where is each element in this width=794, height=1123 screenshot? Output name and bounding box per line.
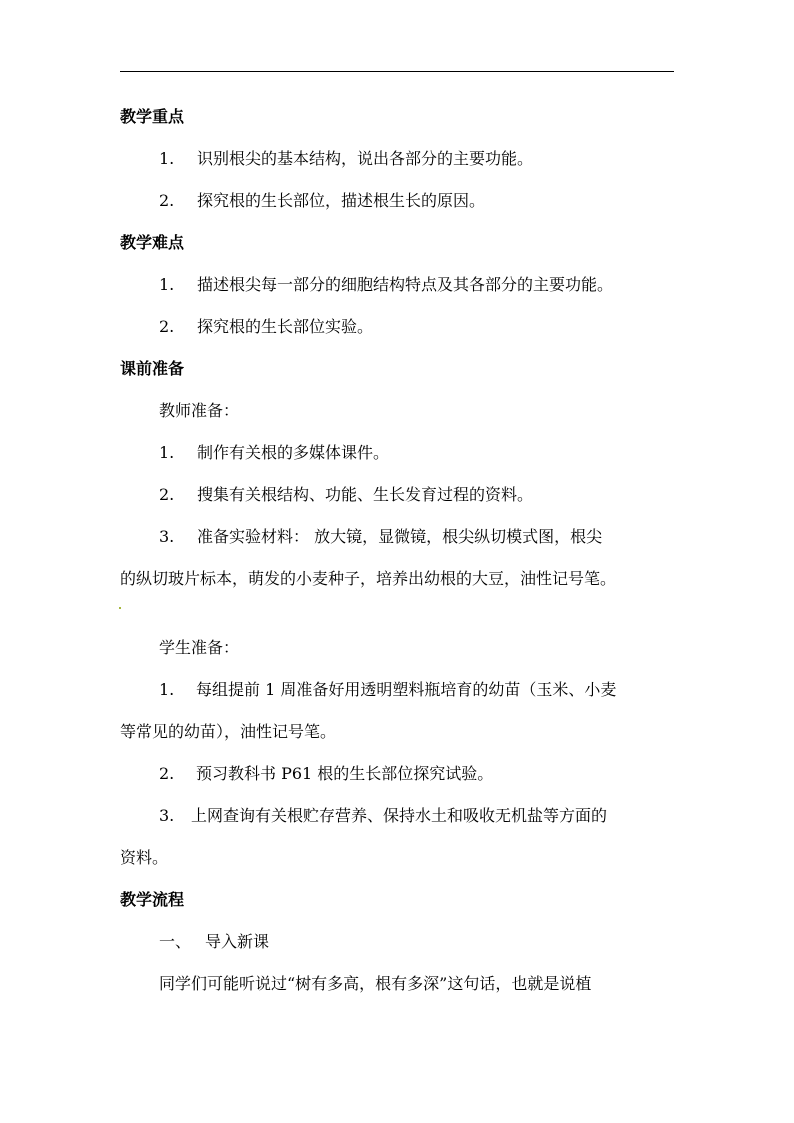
section-title-preparation: 课前准备: [120, 359, 185, 378]
item-text: 上网查询有关根贮存营养、保持水土和吸收无机盐等方面的: [191, 806, 608, 825]
label-text: 教师准备：: [159, 401, 240, 420]
item-number: 2.: [159, 485, 175, 504]
step-title: 导入新课: [205, 932, 270, 951]
item-text: 制作有关根的多媒体课件。: [197, 443, 390, 462]
item-text-continued: 的纵切玻片标本，萌发的小麦种子，培养出幼根的大豆，油性记号笔。: [120, 569, 617, 588]
step-number: 一、: [159, 932, 192, 951]
item-number: 1.: [159, 443, 175, 462]
header-rule: [120, 71, 674, 72]
item-text: 描述根尖每一部分的细胞结构特点及其各部分的主要功能。: [197, 275, 614, 294]
section-title-flow: 教学流程: [120, 890, 185, 909]
item-number: 2.: [159, 191, 175, 210]
item-text: 预习教科书 P61 根的生长部位探究试验。: [196, 764, 494, 783]
item-number: 1.: [159, 149, 175, 168]
item-text-continued: 等常见的幼苗），油性记号笔。: [120, 722, 337, 741]
item-text: 每组提前 1 周准备好用透明塑料瓶培育的幼苗（玉米、小麦: [196, 680, 617, 699]
section-title-difficulties: 教学难点: [120, 233, 185, 252]
item-number: 2.: [159, 317, 175, 336]
item-text: 识别根尖的基本结构，说出各部分的主要功能。: [197, 149, 534, 168]
item-number: 1.: [159, 680, 175, 699]
section-title-key-points: 教学重点: [120, 107, 185, 126]
item-number: 3.: [159, 527, 175, 546]
item-text: 搜集有关根结构、功能、生长发育过程的资料。: [197, 485, 534, 504]
item-number: 2.: [159, 764, 175, 783]
label-text: 学生准备：: [159, 638, 240, 657]
paragraph-text: 同学们可能听说过“树有多高，根有多深”这句话，也就是说植: [159, 974, 592, 993]
item-text: 探究根的生长部位实验。: [197, 317, 374, 336]
item-text: 准备实验材料： 放大镜，显微镜，根尖纵切模式图，根尖: [197, 527, 603, 546]
item-text: 探究根的生长部位，描述根生长的原因。: [197, 191, 486, 210]
item-number: 1.: [159, 275, 175, 294]
item-text-continued: 资料。: [120, 848, 169, 867]
item-number: 3.: [159, 806, 175, 825]
stray-mark: [119, 607, 121, 609]
